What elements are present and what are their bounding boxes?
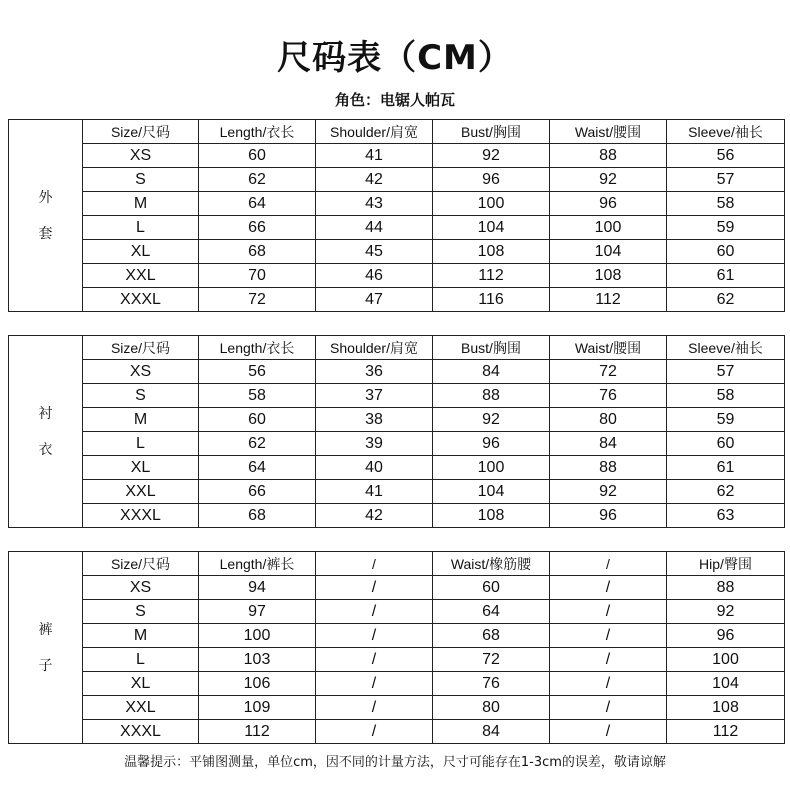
measurement-cell: 96 xyxy=(550,192,667,216)
measurement-cell: / xyxy=(316,624,433,648)
table-row xyxy=(9,240,785,264)
measurement-cell: 61 xyxy=(667,264,785,288)
measurement-cell: 62 xyxy=(667,480,785,504)
measurement-cell: 108 xyxy=(550,264,667,288)
measurement-cell: / xyxy=(550,672,667,696)
measurement-cell: 36 xyxy=(316,360,433,384)
measurement-cell: / xyxy=(316,672,433,696)
measurement-cell: 92 xyxy=(550,480,667,504)
measurement-cell: / xyxy=(550,720,667,744)
measurement-cell: 76 xyxy=(550,384,667,408)
table-row xyxy=(9,696,785,720)
measurement-cell: 88 xyxy=(550,144,667,168)
size-cell: XS xyxy=(83,360,199,384)
measurement-cell: 92 xyxy=(667,600,785,624)
measurement-cell: 64 xyxy=(199,192,316,216)
measurement-cell: 64 xyxy=(433,600,550,624)
page-title: 尺码表（CM） xyxy=(277,38,513,78)
measurement-cell: 84 xyxy=(550,432,667,456)
category-char: 子 xyxy=(38,657,53,674)
measurement-cell: 41 xyxy=(316,480,433,504)
column-header: Sleeve/袖长 xyxy=(667,120,785,144)
size-table xyxy=(8,119,785,312)
measurement-cell: 66 xyxy=(199,480,316,504)
measurement-cell: 108 xyxy=(433,240,550,264)
column-header: Shoulder/肩宽 xyxy=(316,336,433,360)
measurement-cell: 116 xyxy=(433,288,550,312)
measurement-cell: 100 xyxy=(433,456,550,480)
size-cell: XXXL xyxy=(83,504,199,528)
measurement-cell: 72 xyxy=(433,648,550,672)
column-header: Size/尺码 xyxy=(83,336,199,360)
column-header: Length/衣长 xyxy=(199,120,316,144)
column-header: Waist/腰围 xyxy=(550,120,667,144)
measurement-cell: 60 xyxy=(667,240,785,264)
table-row xyxy=(9,288,785,312)
measurement-cell: 112 xyxy=(550,288,667,312)
measurement-cell: / xyxy=(316,648,433,672)
measurement-cell: 61 xyxy=(667,456,785,480)
size-cell: S xyxy=(83,168,199,192)
table-row xyxy=(9,456,785,480)
measurement-cell: 63 xyxy=(667,504,785,528)
size-cell: XL xyxy=(83,672,199,696)
size-cell: XS xyxy=(83,576,199,600)
measurement-cell: 97 xyxy=(199,600,316,624)
measurement-cell: 68 xyxy=(199,240,316,264)
measurement-cell: 43 xyxy=(316,192,433,216)
measurement-cell: 100 xyxy=(667,648,785,672)
measurement-cell: 100 xyxy=(433,192,550,216)
measurement-cell: / xyxy=(316,600,433,624)
measurement-cell: 84 xyxy=(433,720,550,744)
measurement-cell: 59 xyxy=(667,408,785,432)
measurement-cell: 58 xyxy=(667,192,785,216)
table-row xyxy=(9,432,785,456)
column-header: Waist/腰围 xyxy=(550,336,667,360)
size-cell: L xyxy=(83,648,199,672)
measurement-cell: 60 xyxy=(667,432,785,456)
measurement-cell: 96 xyxy=(667,624,785,648)
column-header: Bust/胸围 xyxy=(433,120,550,144)
measurement-cell: 58 xyxy=(199,384,316,408)
size-cell: M xyxy=(83,192,199,216)
measurement-cell: 56 xyxy=(199,360,316,384)
table-row xyxy=(9,192,785,216)
measurement-cell: 47 xyxy=(316,288,433,312)
measurement-cell: 39 xyxy=(316,432,433,456)
measurement-cell: 100 xyxy=(199,624,316,648)
measurement-cell: 57 xyxy=(667,168,785,192)
column-header: Size/尺码 xyxy=(83,120,199,144)
measurement-cell: 38 xyxy=(316,408,433,432)
measurement-cell: 72 xyxy=(550,360,667,384)
table-row xyxy=(9,408,785,432)
column-header: Sleeve/袖长 xyxy=(667,336,785,360)
column-header: / xyxy=(550,552,667,576)
measurement-cell: 44 xyxy=(316,216,433,240)
table-row xyxy=(9,384,785,408)
size-cell: XXL xyxy=(83,264,199,288)
column-header: / xyxy=(316,552,433,576)
measurement-cell: 96 xyxy=(433,432,550,456)
character-subtitle: 角色：电锯人帕瓦 xyxy=(334,91,455,109)
category-char: 衣 xyxy=(38,441,53,458)
table-row xyxy=(9,504,785,528)
measurement-cell: 104 xyxy=(433,216,550,240)
size-table xyxy=(8,551,785,744)
measurement-cell: 104 xyxy=(550,240,667,264)
measurement-cell: 92 xyxy=(433,144,550,168)
table-header-row xyxy=(9,336,785,360)
measurement-cell: 104 xyxy=(433,480,550,504)
size-cell: S xyxy=(83,384,199,408)
size-cell: M xyxy=(83,408,199,432)
measurement-cell: 100 xyxy=(550,216,667,240)
column-header: Shoulder/肩宽 xyxy=(316,120,433,144)
column-header: Size/尺码 xyxy=(83,552,199,576)
measurement-cell: 84 xyxy=(433,360,550,384)
measurement-cell: 76 xyxy=(433,672,550,696)
size-cell: XXL xyxy=(83,480,199,504)
table-row xyxy=(9,720,785,744)
measurement-cell: 62 xyxy=(199,432,316,456)
table-row xyxy=(9,264,785,288)
measurement-cell: 80 xyxy=(433,696,550,720)
measurement-cell: / xyxy=(550,624,667,648)
measurement-cell: 112 xyxy=(667,720,785,744)
measurement-cell: 62 xyxy=(199,168,316,192)
measurement-cell: 60 xyxy=(199,144,316,168)
measurement-cell: 94 xyxy=(199,576,316,600)
measurement-cell: 92 xyxy=(433,408,550,432)
measurement-cell: 108 xyxy=(667,696,785,720)
measurement-cell: / xyxy=(316,696,433,720)
measurement-cell: 104 xyxy=(667,672,785,696)
measurement-cell: 62 xyxy=(667,288,785,312)
measurement-cell: 112 xyxy=(199,720,316,744)
measurement-cell: / xyxy=(316,576,433,600)
category-label xyxy=(9,552,83,744)
measurement-cell: 60 xyxy=(433,576,550,600)
table-row xyxy=(9,624,785,648)
measurement-cell: 59 xyxy=(667,216,785,240)
table-header-row xyxy=(9,120,785,144)
measurement-cell: 40 xyxy=(316,456,433,480)
category-label xyxy=(9,120,83,312)
measurement-cell: 92 xyxy=(550,168,667,192)
size-cell: XS xyxy=(83,144,199,168)
column-header: Length/衣长 xyxy=(199,336,316,360)
size-cell: XL xyxy=(83,240,199,264)
table-row xyxy=(9,480,785,504)
table-row xyxy=(9,360,785,384)
table-row xyxy=(9,168,785,192)
size-cell: XXXL xyxy=(83,720,199,744)
category-char: 套 xyxy=(38,225,53,242)
table-row xyxy=(9,216,785,240)
column-header: Length/裤长 xyxy=(199,552,316,576)
table-header-row xyxy=(9,552,785,576)
size-cell: XXL xyxy=(83,696,199,720)
measurement-cell: 68 xyxy=(199,504,316,528)
measurement-cell: 106 xyxy=(199,672,316,696)
measurement-cell: 103 xyxy=(199,648,316,672)
measurement-cell: 56 xyxy=(667,144,785,168)
measurement-cell: 42 xyxy=(316,168,433,192)
table-row xyxy=(9,600,785,624)
measurement-cell: 80 xyxy=(550,408,667,432)
measurement-cell: 41 xyxy=(316,144,433,168)
measurement-cell: / xyxy=(550,576,667,600)
category-char: 裤 xyxy=(38,621,53,638)
measurement-cell: 64 xyxy=(199,456,316,480)
measurement-cell: 96 xyxy=(550,504,667,528)
measurement-note: 温馨提示：平铺图测量，单位cm，因不同的计量方法，尺寸可能存在1-3cm的误差，敬请谅解 xyxy=(124,755,666,770)
measurement-cell: 96 xyxy=(433,168,550,192)
measurement-cell: 72 xyxy=(199,288,316,312)
category-label xyxy=(9,336,83,528)
category-char: 外 xyxy=(38,189,53,206)
measurement-cell: 57 xyxy=(667,360,785,384)
measurement-cell: / xyxy=(550,696,667,720)
column-header: Bust/胸围 xyxy=(433,336,550,360)
table-row xyxy=(9,144,785,168)
measurement-cell: 68 xyxy=(433,624,550,648)
measurement-cell: 60 xyxy=(199,408,316,432)
measurement-cell: 109 xyxy=(199,696,316,720)
size-cell: S xyxy=(83,600,199,624)
size-cell: L xyxy=(83,216,199,240)
table-row xyxy=(9,648,785,672)
measurement-cell: 37 xyxy=(316,384,433,408)
table-row xyxy=(9,576,785,600)
size-table xyxy=(8,335,785,528)
column-header: Waist/橡筋腰 xyxy=(433,552,550,576)
measurement-cell: 108 xyxy=(433,504,550,528)
column-header: Hip/臀围 xyxy=(667,552,785,576)
measurement-cell: / xyxy=(316,720,433,744)
measurement-cell: 45 xyxy=(316,240,433,264)
size-cell: XXXL xyxy=(83,288,199,312)
measurement-cell: 58 xyxy=(667,384,785,408)
measurement-cell: 70 xyxy=(199,264,316,288)
measurement-cell: 88 xyxy=(433,384,550,408)
measurement-cell: 88 xyxy=(550,456,667,480)
measurement-cell: 46 xyxy=(316,264,433,288)
measurement-cell: 112 xyxy=(433,264,550,288)
size-cell: M xyxy=(83,624,199,648)
measurement-cell: 42 xyxy=(316,504,433,528)
size-cell: XL xyxy=(83,456,199,480)
measurement-cell: / xyxy=(550,600,667,624)
measurement-cell: / xyxy=(550,648,667,672)
measurement-cell: 66 xyxy=(199,216,316,240)
category-char: 衬 xyxy=(38,405,53,422)
table-row xyxy=(9,672,785,696)
size-cell: L xyxy=(83,432,199,456)
measurement-cell: 88 xyxy=(667,576,785,600)
